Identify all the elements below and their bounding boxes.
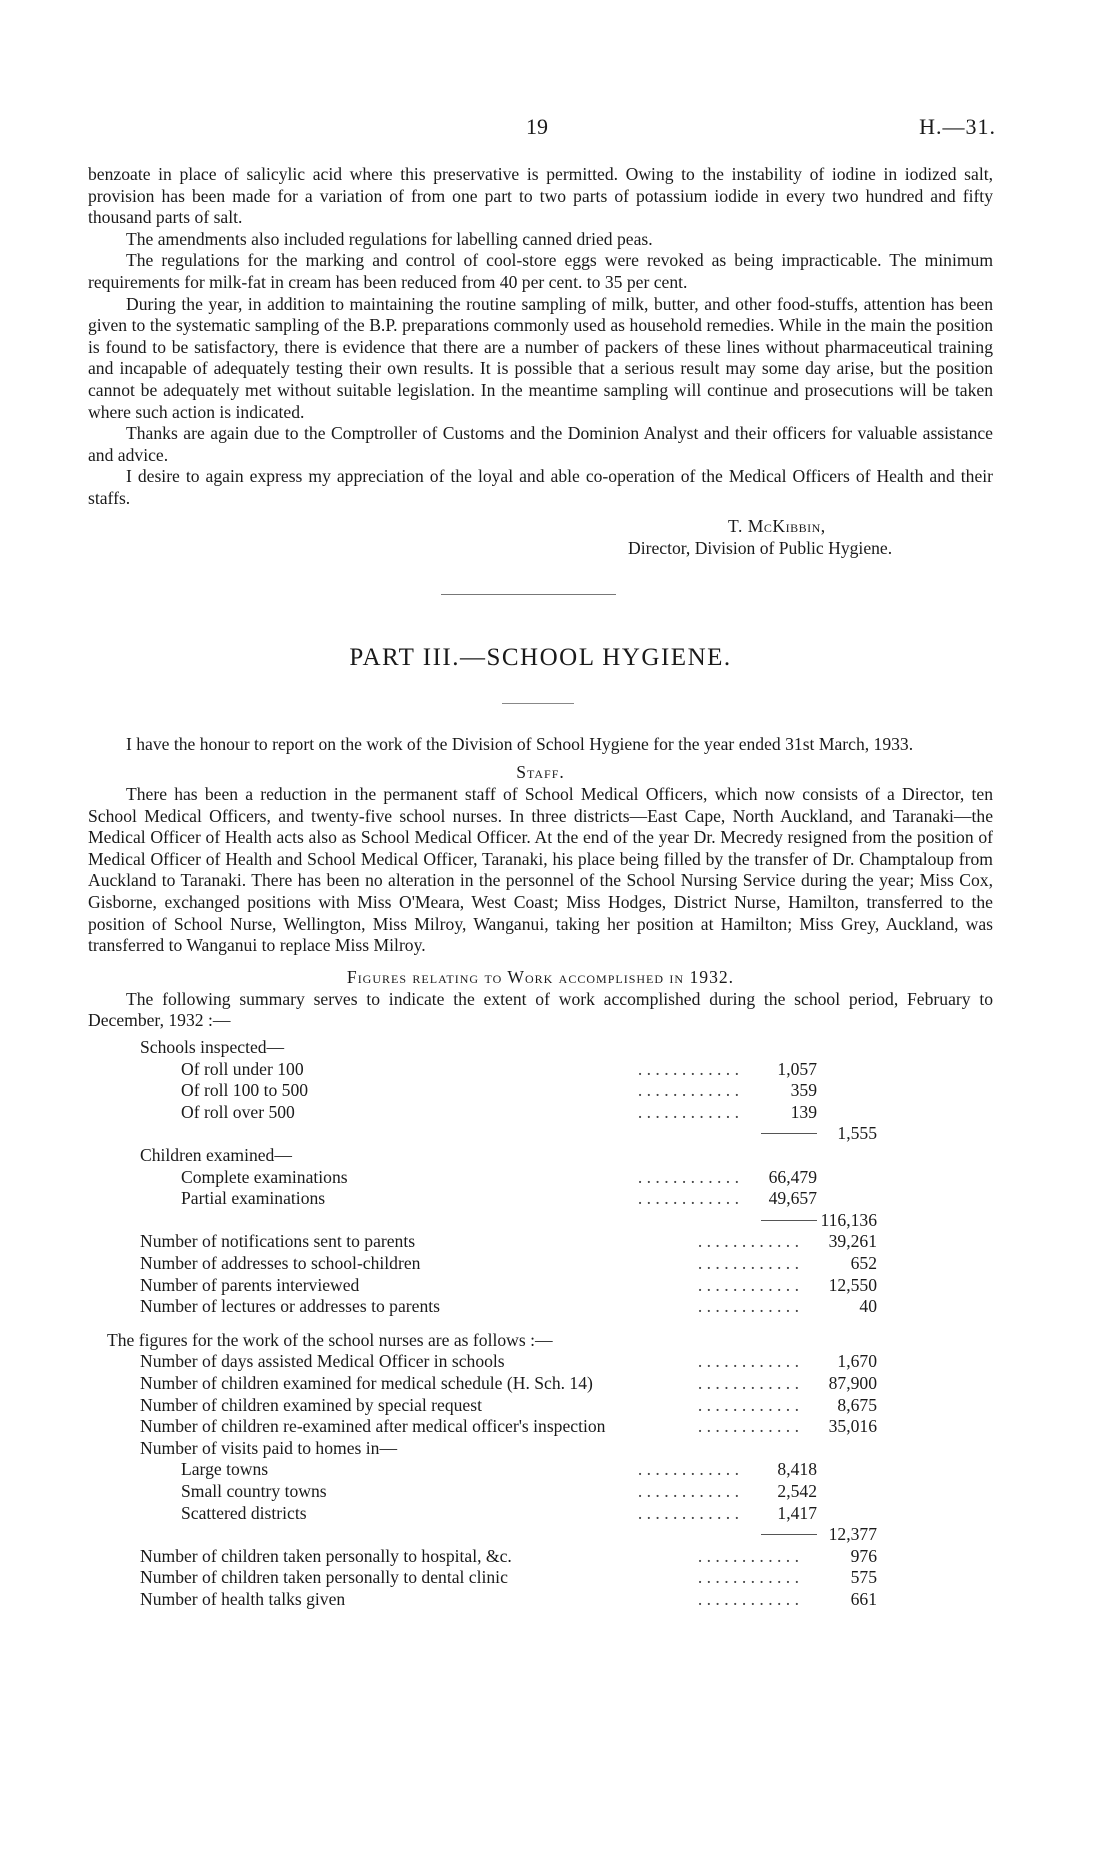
row-value: 8,418 [777,1459,817,1480]
table-row [88,1567,993,1589]
row-total: 575 [850,1567,877,1588]
row-total: 976 [850,1545,877,1566]
row-value: 139 [790,1101,817,1122]
table-row [88,1296,993,1318]
row-label: The figures for the work of the school nurses are as follows :— [107,1329,553,1350]
table-row [88,1351,993,1373]
subtotal-rule [761,1534,817,1535]
row-label: Number of children taken personally to dental clinic [140,1567,508,1588]
row-label: Number of children re-examined after medical officer's inspection [140,1416,606,1437]
table-row [88,1524,993,1546]
row-label: Number of lectures or addresses to parents [140,1296,440,1317]
table-row [88,1188,993,1210]
dot-leader: . . . . . . . . . . . . [637,1080,739,1101]
table-row [88,1589,993,1611]
dot-leader: . . . . . . . . . . . . [637,1459,739,1480]
dot-leader: . . . . . . . . . . . . [637,1166,739,1187]
table-row [88,1438,993,1460]
row-label: Of roll over 500 [181,1101,295,1122]
row-label: Number of parents interviewed [140,1274,360,1295]
paragraph-thanks: Thanks are again due to the Comptroller of Customs and the Dominion Analyst and their officers for valuable assistance and advice. [88,423,993,465]
row-label: Scattered districts [181,1502,307,1523]
table-row [88,1546,993,1568]
row-label: Small country towns [181,1480,327,1501]
dot-leader: . . . . . . . . . . . . [637,1058,739,1079]
part-title: PART III.—SCHOOL HYGIENE. [349,643,732,671]
subtotal-rule [761,1133,817,1134]
row-label: Schools inspected— [140,1037,285,1058]
table-row [88,1231,993,1253]
paragraph-report-intro: I have the honour to report on the work of the Division of School Hygiene for the year ended 31st March, 1933. [126,733,914,754]
table-row [88,1330,993,1352]
paragraph-staff: There has been a reduction in the permanent staff of School Medical Officers, which now consists of a Director, ten School Medical Officers, and twenty-five school nurses. In three districts—East Cape, North Auckland, and Taranaki—the Medical Officer of Health acts also as School Medical Officer. At the end of the year Dr. Mecredy resigned from the position of Medical Officer of Health and School Medical Officer, Taranaki, his place being filled by the transfer of Dr. Champtaloup from Auckland to Taranaki. There has been no alteration in the personnel of the School Nursing Service during the year; Miss Cox, Gisborne, exchanged positions with Miss O'Meara, West Coast; Miss Hodges, District Nurse, Hamilton, transferred to the position of School Nurse, Wellington, Miss Milroy, Wanganui, taking her position at Hamilton; Miss Grey, Auckland, was transferred to Wanganui to replace Miss Milroy. [88,784,993,956]
row-value: 49,657 [768,1188,817,1209]
dot-leader: . . . . . . . . . . . . [697,1296,799,1317]
subtotal-rule [761,1220,817,1221]
row-label: Complete examinations [181,1166,348,1187]
dot-leader: . . . . . . . . . . . . [697,1252,799,1273]
table-row [88,1459,993,1481]
paragraph-figures-intro: The following summary serves to indicate the extent of work accomplished during the school period, February to December, 1932 :— [88,988,993,1031]
row-value: 1,057 [777,1058,817,1079]
dot-leader: . . . . . . . . . . . . [637,1101,739,1122]
paragraph-benzoate: benzoate in place of salicylic acid where this preservative is permitted. Owing to the instability of iodine in iodized salt, provision has been made for a variation of from one part to two parts of potassium iodide in every two hundred and fifty thousand parts of salt. [88,164,993,228]
row-label: Large towns [181,1459,269,1480]
row-label: Children examined— [140,1145,292,1165]
row-label: Number of children examined for medical schedule (H. Sch. 14) [140,1372,593,1393]
row-label: Number of addresses to school-children [140,1252,421,1273]
page-number: 19 [526,114,548,139]
staff-heading: Staff. [516,762,565,783]
row-label: Number of notifications sent to parents [140,1231,416,1252]
figures-heading: Figures relating to Work accomplished in 1932. [346,966,735,987]
row-label: Number of health talks given [140,1588,346,1609]
row-label: Number of children taken personally to hospital, &c. [140,1545,512,1566]
row-total: 116,136 [820,1209,877,1230]
row-label: Partial examinations [181,1188,326,1209]
row-total: 652 [850,1252,877,1273]
row-total: 12,550 [828,1274,877,1295]
row-total: 8,675 [837,1394,877,1415]
row-value: 66,479 [768,1166,817,1187]
table-row [88,1416,993,1438]
row-total: 1,555 [837,1123,877,1144]
dot-leader: . . . . . . . . . . . . [697,1588,799,1609]
document-reference: H.—31. [919,114,996,139]
paragraph-sampling: During the year, in addition to maintaining the routine sampling of milk, butter, and other food-stuffs, attention has been given to the systematic sampling of the B.P. preparations commonly used as household remedies. While in the main the position is found to be satisfactory, there is evidence that there are a number of packers of these lines without pharmaceutical training and incapable of adequately testing their own results. It is possible that a serious result may some day arise, but the position cannot be adequately met without suitable legislation. In the meantime sampling will continue and prosecutions will be taken where such action is indicated. [88,293,993,422]
dot-leader: . . . . . . . . . . . . [697,1545,799,1566]
table-row [88,1080,993,1102]
dot-leader: . . . . . . . . . . . . [697,1231,799,1252]
row-total: 40 [859,1296,877,1317]
paragraph-amendments: The amendments also included regulations for labelling canned dried peas. [126,228,653,249]
dot-leader: . . . . . . . . . . . . [637,1188,739,1209]
signature-title: Director, Division of Public Hygiene. [628,537,893,558]
table-row [88,1210,993,1232]
row-label: Of roll 100 to 500 [181,1080,309,1101]
signature-block [88,516,993,560]
table-row [88,1145,993,1167]
table-row [88,1395,993,1417]
row-label: Of roll under 100 [181,1058,304,1079]
table-row [88,1037,993,1059]
row-total: 87,900 [828,1372,877,1393]
table-row [88,1503,993,1525]
dot-leader: . . . . . . . . . . . . [697,1372,799,1393]
row-label: Number of children examined by special request [140,1394,482,1415]
row-total: 1,670 [837,1351,877,1372]
table-row [88,1123,993,1145]
table-row [88,1373,993,1395]
row-total: 661 [850,1588,877,1609]
dot-leader: . . . . . . . . . . . . [697,1351,799,1372]
row-label: Number of days assisted Medical Officer in schools [140,1351,505,1372]
table-row [88,1253,993,1275]
dot-leader: . . . . . . . . . . . . [637,1480,739,1501]
table-row [88,1481,993,1503]
table-row [88,1275,993,1297]
dot-leader: . . . . . . . . . . . . [637,1502,739,1523]
row-label: Number of visits paid to homes in— [140,1437,398,1458]
page-header [0,114,1114,144]
dot-leader: . . . . . . . . . . . . [697,1416,799,1437]
row-total: 12,377 [828,1524,877,1545]
table-row [88,1167,993,1189]
section-divider [441,594,616,595]
statistics-table [88,1037,993,1610]
row-total: 39,261 [828,1231,877,1252]
dot-leader: . . . . . . . . . . . . [697,1394,799,1415]
table-row [88,1059,993,1081]
row-value: 2,542 [777,1480,817,1501]
page-body [88,164,993,1610]
table-row [88,1102,993,1124]
dot-leader: . . . . . . . . . . . . [697,1274,799,1295]
paragraph-regulations: The regulations for the marking and control of cool-store eggs were revoked as being impracticable. The minimum requirements for milk-fat in cream has been reduced from 40 per cent. to 35 per cent. [88,250,993,292]
row-value: 359 [790,1080,817,1101]
row-value: 1,417 [777,1502,817,1523]
row-total: 35,016 [828,1416,877,1437]
paragraph-appreciation: I desire to again express my appreciation of the loyal and able co-operation of the Medical Officers of Health and their staffs. [88,466,993,508]
signature-name: T. McKibbin, [728,515,826,536]
dot-leader: . . . . . . . . . . . . [697,1567,799,1588]
